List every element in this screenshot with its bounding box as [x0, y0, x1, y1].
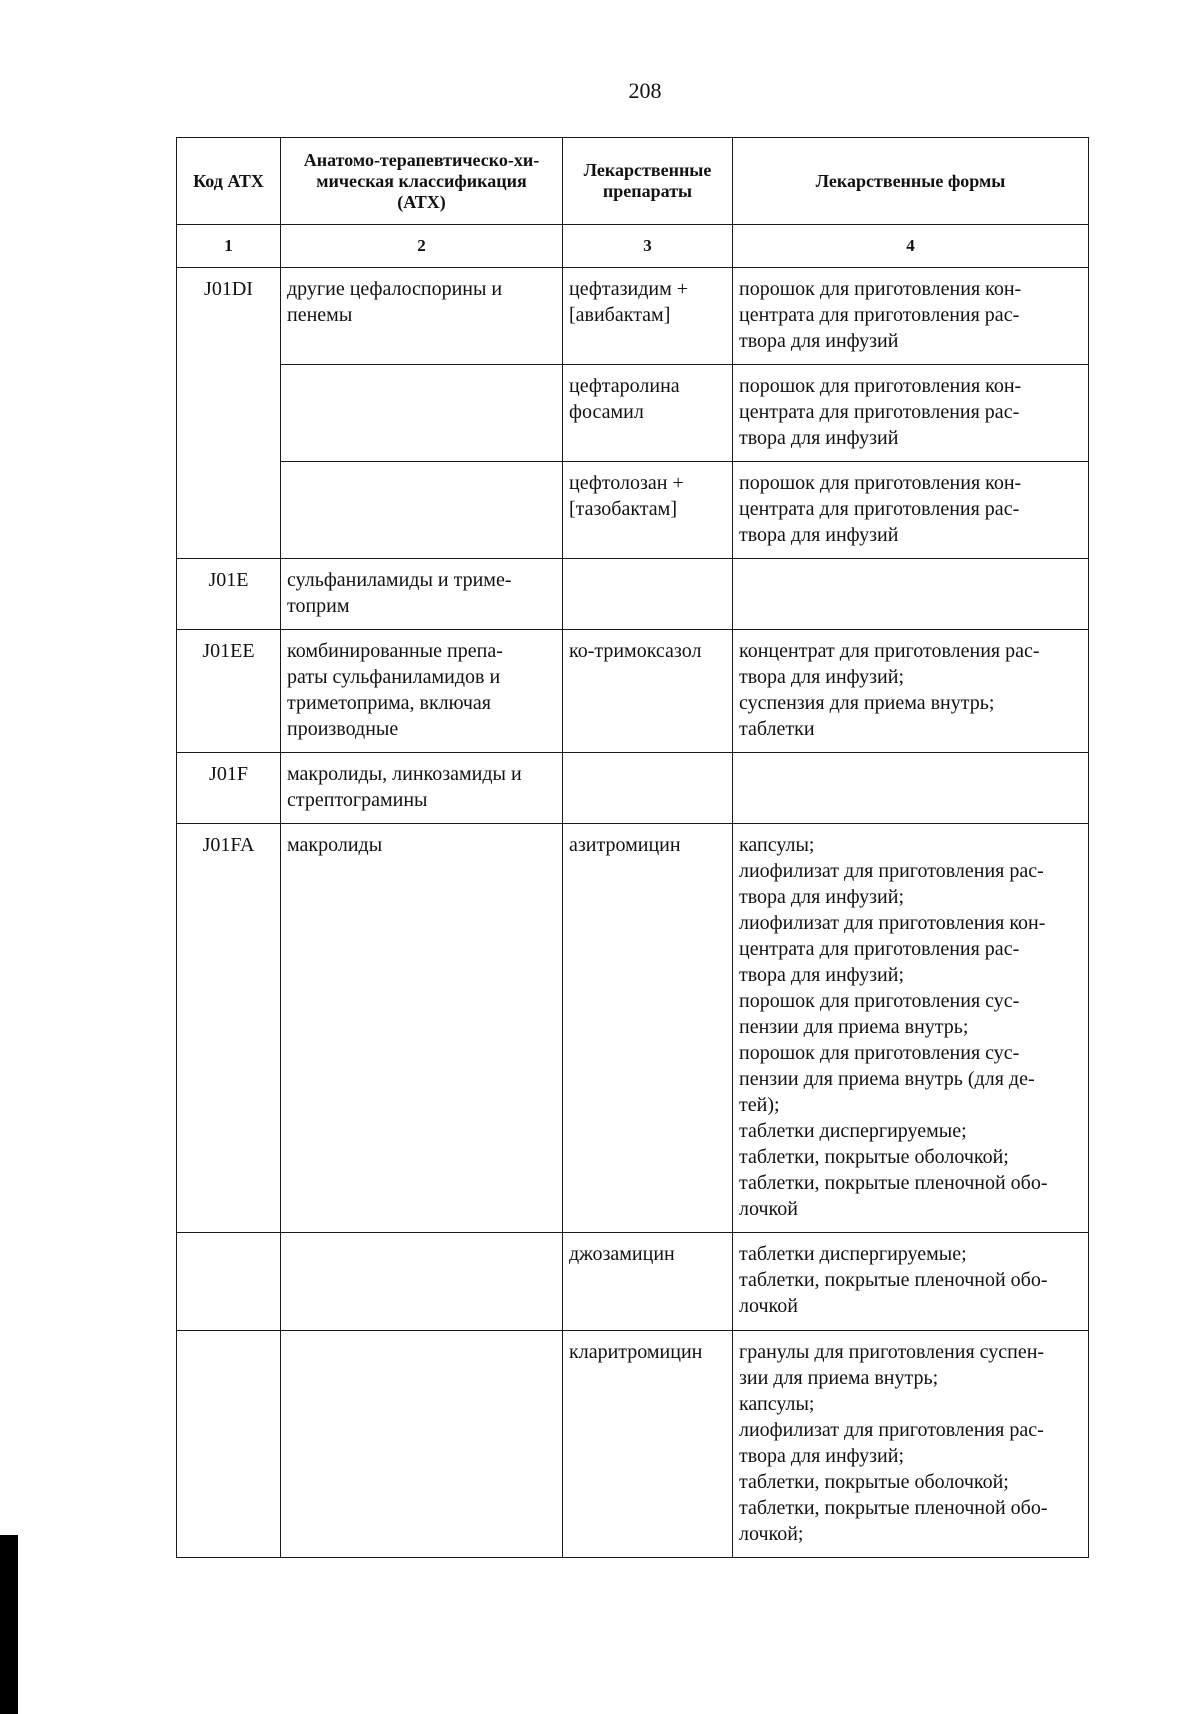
table-row	[177, 753, 1089, 824]
classification-cell	[281, 1233, 563, 1331]
column-number: 1	[177, 225, 281, 268]
forms-cell: порошок для приготовления кон- центрата для приготовления рас- твора для инфузий	[733, 268, 1089, 365]
drug-cell: цефтазидим + [авибактам]	[563, 268, 733, 365]
atx-code	[177, 1233, 281, 1331]
drug-cell: кларитромицин	[563, 1331, 733, 1558]
drug-cell	[563, 559, 733, 630]
forms-cell: порошок для приготовления кон- центрата для приготовления рас- твора для инфузий	[733, 365, 1089, 462]
atx-code: J01DI	[177, 268, 281, 559]
drug-cell	[563, 753, 733, 824]
header-code: Код АТХ	[177, 138, 281, 225]
classification-cell: сульфаниламиды и триме- топрим	[281, 559, 563, 630]
forms-cell: гранулы для приготовления суспен- зии для приема внутрь; капсулы; лиофилизат для приготовления рас- твора для инфузий; таблетки, покрытые оболочкой; таблетки, покрытые пленочной обо- лочкой;	[733, 1331, 1089, 1558]
table-row	[177, 630, 1089, 753]
table-row	[177, 365, 1089, 462]
drug-cell: цефтаролина фосамил	[563, 365, 733, 462]
table-row	[177, 462, 1089, 559]
classification-cell: макролиды	[281, 824, 563, 1233]
classification-cell	[281, 462, 563, 559]
atx-code: J01EE	[177, 630, 281, 753]
table-row	[177, 824, 1089, 1233]
classification-cell: комбинированные препа- раты сульфаниламидов и триметоприма, включая производные	[281, 630, 563, 753]
table-row	[177, 1331, 1089, 1558]
atx-code: J01F	[177, 753, 281, 824]
forms-cell: таблетки диспергируемые; таблетки, покрытые пленочной обо- лочкой	[733, 1233, 1089, 1331]
forms-cell	[733, 753, 1089, 824]
forms-cell: порошок для приготовления кон- центрата для приготовления рас- твора для инфузий	[733, 462, 1089, 559]
drug-cell: азитромицин	[563, 824, 733, 1233]
column-number: 2	[281, 225, 563, 268]
table-row	[177, 1233, 1089, 1331]
atx-code: J01E	[177, 559, 281, 630]
classification-cell: макролиды, линкозамиды и стрептограмины	[281, 753, 563, 824]
classification-cell	[281, 1331, 563, 1558]
table-row	[177, 559, 1089, 630]
atx-classification-table	[176, 137, 1089, 1558]
forms-cell: концентрат для приготовления рас- твора для инфузий; суспензия для приема внутрь; таблетки	[733, 630, 1089, 753]
drug-cell: ко-тримоксазол	[563, 630, 733, 753]
forms-cell: капсулы; лиофилизат для приготовления рас- твора для инфузий; лиофилизат для приготовления кон- центрата для приготовления рас- твора для инфузий; порошок для приготовления сус- пензии для приема внутрь; порошок для приготовления сус- пензии для приема внутрь (для де- тей); таблетки диспергируемые; таблетки, покрытые оболочкой; таблетки, покрытые пленочной обо- лочкой	[733, 824, 1089, 1233]
atx-code: J01FA	[177, 824, 281, 1233]
classification-cell: другие цефалоспорины и пенемы	[281, 268, 563, 365]
scan-edge-shadow	[0, 1535, 18, 1714]
header-forms: Лекарственные формы	[733, 138, 1089, 225]
drug-cell: цефтолозан + [тазобактам]	[563, 462, 733, 559]
header-classification: Анатомо-терапевтическо-хи- мическая классификация (АТХ)	[281, 138, 563, 225]
forms-cell	[733, 559, 1089, 630]
classification-cell	[281, 365, 563, 462]
table-header-row	[177, 138, 1089, 225]
table-row	[177, 268, 1089, 365]
drug-cell: джозамицин	[563, 1233, 733, 1331]
header-drugs: Лекарственные препараты	[563, 138, 733, 225]
atx-code	[177, 1331, 281, 1558]
column-number: 4	[733, 225, 1089, 268]
page-number: 208	[628, 78, 662, 103]
column-number: 3	[563, 225, 733, 268]
column-number-row	[177, 225, 1089, 268]
